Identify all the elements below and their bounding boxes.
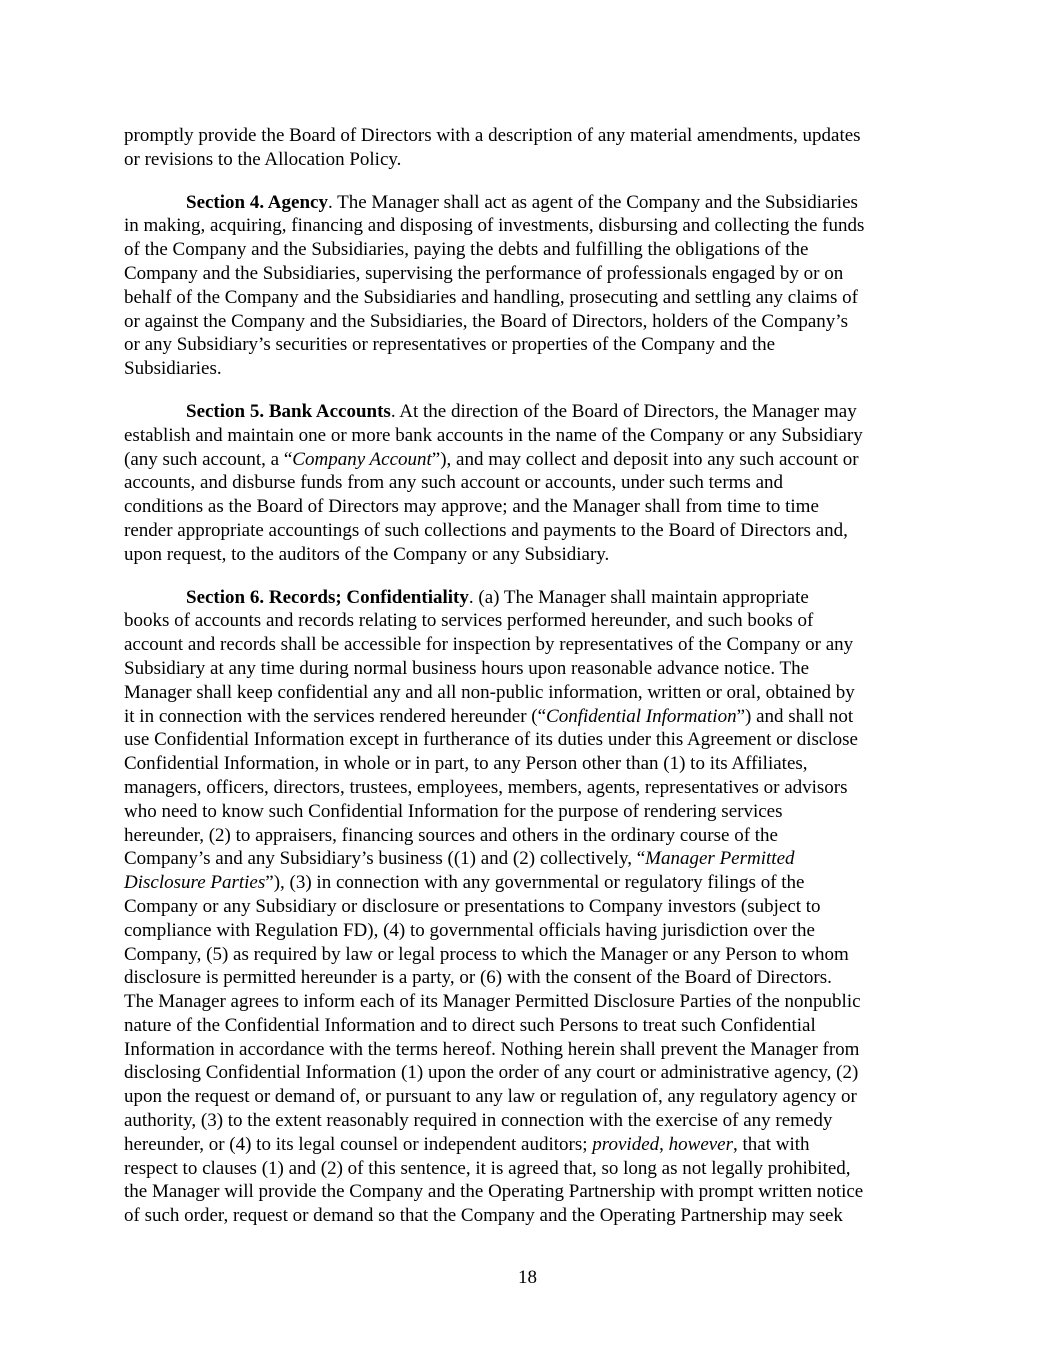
text-line: of the Company and the Subsidiaries, paying the debts and fulfilling the obligations of the — [124, 239, 809, 261]
text-line: Confidential Information, in whole or in part, to any Person other than (1) to its Affiliates, — [124, 753, 808, 775]
text-line: promptly provide the Board of Directors with a description of any material amendments, updates — [124, 125, 861, 146]
text-line: Manager shall keep confidential any and all non-public information, written or oral, obtained by — [124, 681, 855, 703]
text-line: of such order, request or demand so that the Company and the Operating Partnership may seek — [124, 1205, 843, 1227]
text-line: hereunder, (2) to appraisers, financing sources and others in the ordinary course of the — [124, 824, 778, 846]
text-line: upon the request or demand of, or pursuant to any law or regulation of, any regulatory agency or — [124, 1086, 857, 1108]
text-line: render appropriate accountings of such collections and payments to the Board of Directors and, — [124, 519, 848, 541]
text-line: conditions as the Board of Directors may approve; and the Manager shall from time to time — [124, 496, 819, 518]
page-number: 18 — [518, 1267, 537, 1288]
text-line: managers, officers, directors, trustees, employees, members, agents, representatives or advisors — [124, 776, 848, 798]
paragraph-section-6-records-confidentiality — [124, 586, 944, 1229]
text-line: upon request, to the auditors of the Company or any Subsidiary. — [124, 543, 610, 565]
text-line: nature of the Confidential Information and to direct such Persons to treat such Confidential — [124, 1014, 816, 1036]
defined-term: Manager Permitted — [645, 848, 795, 870]
text-line: Section 5. Bank Accounts. At the direction of the Board of Directors, the Manager may — [186, 400, 857, 422]
defined-term: Disclosure Parties — [124, 872, 266, 894]
document-body — [124, 124, 944, 1247]
text-line: it in connection with the services rendered hereunder (“Confidential Information”) and shall not — [124, 705, 854, 727]
text-line: establish and maintain one or more bank accounts in the name of the Company or any Subsidiary — [124, 424, 863, 446]
text-line: use Confidential Information except in furtherance of its duties under this Agreement or disclose — [124, 729, 858, 751]
text-line: Information in accordance with the terms hereof. Nothing herein shall prevent the Manager from — [124, 1038, 860, 1060]
text-line: hereunder, or (4) to its legal counsel or independent auditors; provided, however, that with — [124, 1133, 810, 1155]
text-line: Company, (5) as required by law or legal process to which the Manager or any Person to whom — [124, 943, 849, 965]
text-line: or against the Company and the Subsidiaries, the Board of Directors, holders of the Company’s — [124, 310, 848, 332]
text-line: who need to know such Confidential Information for the purpose of rendering services — [124, 800, 783, 822]
text-line: disclosing Confidential Information (1) upon the order of any court or administrative agency, (2) — [124, 1062, 859, 1084]
text-line: Company and the Subsidiaries, supervising the performance of professionals engaged by or on — [124, 262, 844, 284]
text-line: accounts, and disburse funds from any such account or accounts, under such terms and — [124, 472, 784, 494]
text-line: or any Subsidiary’s securities or representatives or properties of the Company and the — [124, 334, 776, 356]
text-line: in making, acquiring, financing and disposing of investments, disbursing and collecting the funds — [124, 215, 865, 237]
text-line: Subsidiaries. — [124, 358, 222, 380]
text-line: Subsidiary at any time during normal business hours upon reasonable advance notice. The — [124, 657, 810, 679]
paragraph-section-4-agency — [124, 191, 944, 381]
text-line: behalf of the Company and the Subsidiaries and handling, prosecuting and settling any claims of — [124, 286, 858, 308]
text-line: books of accounts and records relating to services performed hereunder, and such books of — [124, 610, 814, 632]
section-heading: Section 5. Bank Accounts — [186, 400, 391, 422]
text-line: account and records shall be accessible for inspection by representatives of the Company or any — [124, 634, 854, 656]
text-line: (any such account, a “Company Account”), and may collect and deposit into any such account or — [124, 448, 859, 470]
paragraph-section-5-bank-accounts — [124, 400, 944, 567]
text-line: respect to clauses (1) and (2) of this sentence, it is agreed that, so long as not legally prohibited, — [124, 1157, 851, 1179]
defined-term: Confidential Information — [546, 705, 737, 727]
section-heading: Section 6. Records; Confidentiality — [186, 586, 469, 608]
text-line: compliance with Regulation FD), (4) to governmental officials having jurisdiction over the — [124, 919, 815, 941]
text-line: authority, (3) to the extent reasonably required in connection with the exercise of any remedy — [124, 1110, 833, 1132]
text-line: The Manager agrees to inform each of its Manager Permitted Disclosure Parties of the nonpublic — [124, 991, 861, 1013]
text-line: or revisions to the Allocation Policy. — [124, 148, 402, 170]
text-line: Disclosure Parties”), (3) in connection with any governmental or regulatory filings of the — [124, 872, 805, 894]
section-heading: Section 4. Agency — [186, 191, 328, 213]
text-line: Section 4. Agency. The Manager shall act as agent of the Company and the Subsidiaries — [186, 191, 858, 213]
paragraph-continuation — [124, 124, 944, 172]
text-line: the Manager will provide the Company and the Operating Partnership with prompt written notice — [124, 1181, 864, 1203]
emphasis: however — [668, 1133, 734, 1155]
text-line: Company’s and any Subsidiary’s business ((1) and (2) collectively, “Manager Permitted — [124, 848, 795, 870]
text-line: Section 6. Records; Confidentiality. (a) The Manager shall maintain appropriate — [186, 586, 809, 608]
defined-term: Company Account — [292, 448, 432, 470]
emphasis: provided — [592, 1133, 660, 1155]
text-line: Company or any Subsidiary or disclosure or presentations to Company investors (subject to — [124, 895, 821, 917]
text-line: disclosure is permitted hereunder is a party, or (6) with the consent of the Board of Directors. — [124, 967, 832, 989]
